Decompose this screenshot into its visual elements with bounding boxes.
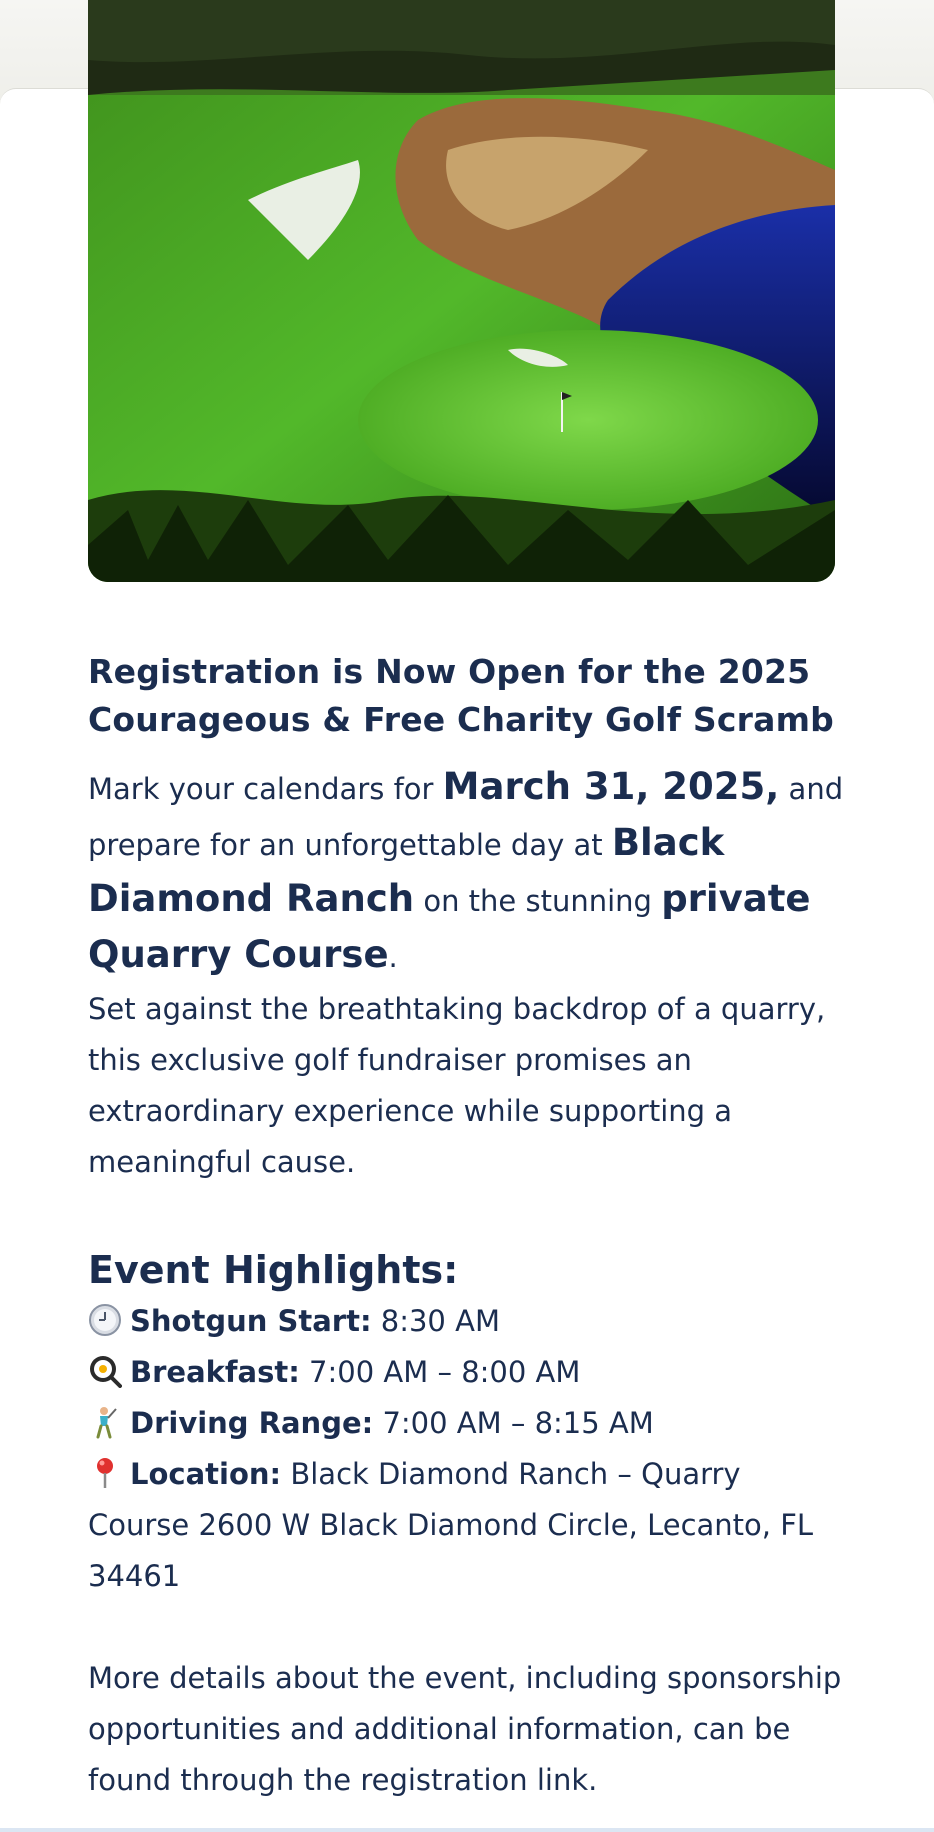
more-info-paragraph: More details about the event, including sponsorship opportunities and additional information, can be found through the registration link.: [88, 1661, 842, 1797]
highlight-value: 8:30 AM: [371, 1304, 500, 1338]
golf-course-image: [88, 0, 835, 582]
frying-pan-icon: [88, 1354, 122, 1388]
pin-icon: [88, 1456, 122, 1490]
clock-icon: [88, 1303, 122, 1337]
intro-text-3: on the stunning: [414, 884, 662, 918]
highlight-value: 7:00 AM – 8:00 AM: [299, 1355, 581, 1389]
highlight-value: 7:00 AM – 8:15 AM: [373, 1406, 654, 1440]
highlight-label: Driving Range:: [130, 1406, 374, 1440]
intro-text-1: Mark your calendars for: [88, 772, 443, 806]
description-paragraph: Set against the breathtaking backdrop of a quarry, this exclusive golf fundraiser promises an extraordinary experience while supporting a meaningful cause.: [88, 992, 826, 1179]
bottom-divider: [0, 1828, 934, 1832]
highlight-shotgun-start: [88, 1296, 848, 1347]
event-venue: Black Diamond Ranch: [88, 821, 725, 920]
event-course: private Quarry Course: [88, 877, 811, 976]
registration-heading: Registration is Now Open for the 2025 Courageous & Free Charity Golf Scramb: [88, 652, 834, 739]
highlight-label: Shotgun Start:: [130, 1304, 372, 1338]
highlight-label: Breakfast:: [130, 1355, 300, 1389]
highlight-value: Black Diamond Ranch – Quarry Course 2600 W Black Diamond Circle, Lecanto, FL 34461: [88, 1457, 814, 1593]
highlights-heading: Event Highlights:: [88, 1248, 459, 1292]
main-content: [88, 648, 848, 1806]
highlight-location: [88, 1449, 848, 1602]
highlights-list: [88, 1296, 848, 1602]
highlight-label: Location:: [130, 1457, 282, 1491]
highlight-breakfast: [88, 1347, 848, 1398]
highlight-driving-range: [88, 1398, 848, 1449]
intro-text-2: and prepare for an unforgettable day at: [88, 772, 844, 862]
intro-text-4: .: [388, 940, 398, 974]
golfer-icon: [88, 1405, 122, 1439]
event-date: March 31, 2025,: [442, 765, 780, 808]
intro-paragraph: [88, 760, 848, 984]
